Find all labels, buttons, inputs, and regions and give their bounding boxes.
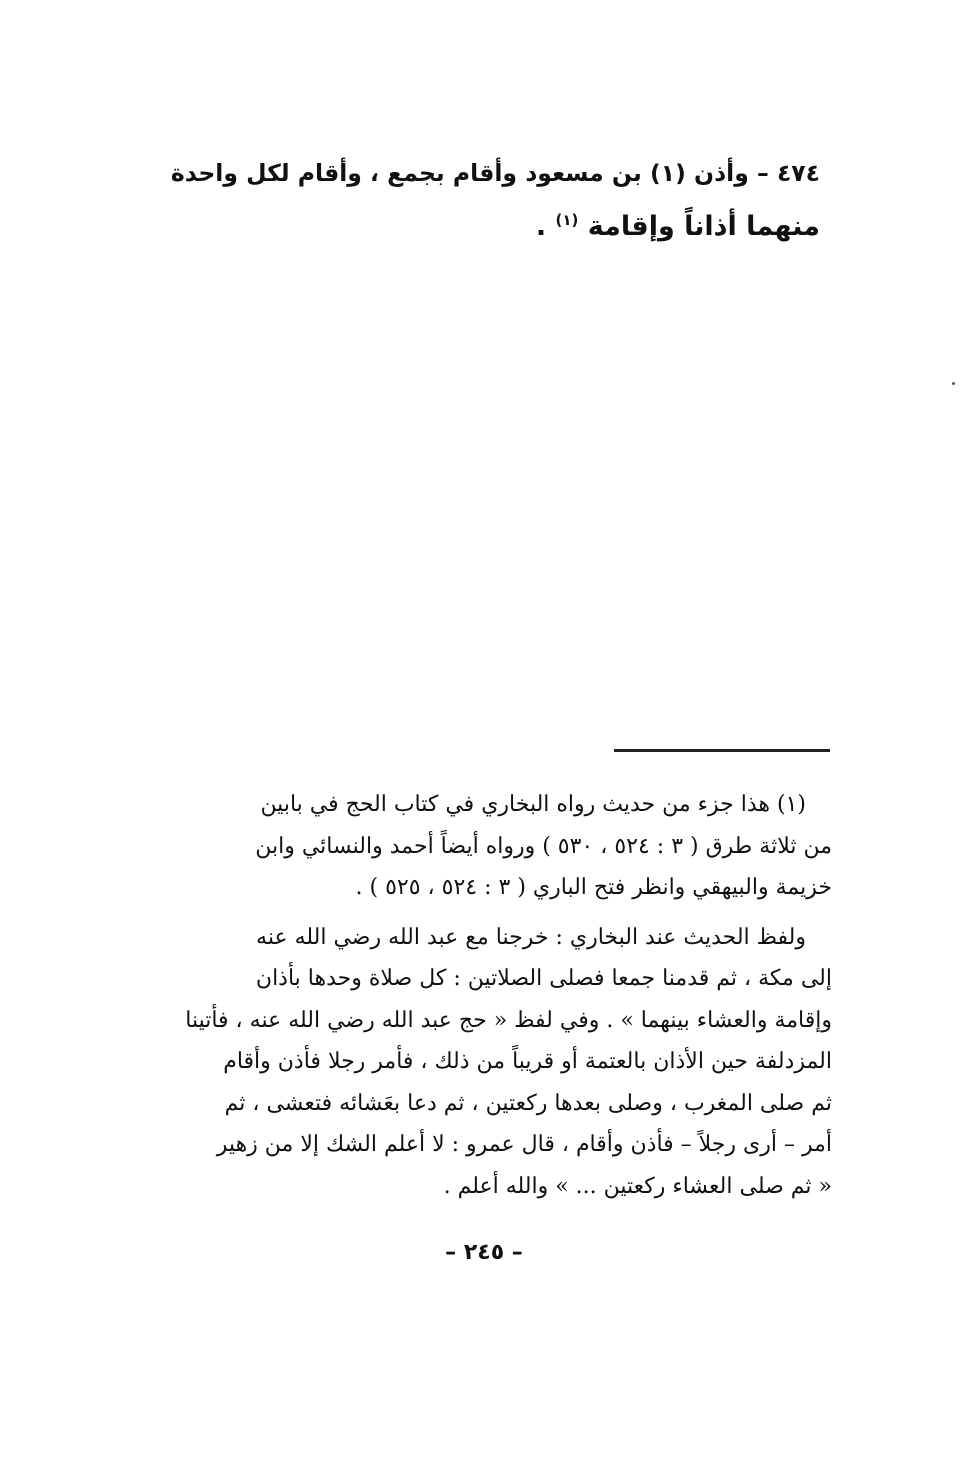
footnote-1-line: خزيمة والبيهقي وانظر فتح الباري ( ٣ : ٥٢٤ ، ٥٢٥ ) . bbox=[355, 875, 832, 900]
footnote-marker: (١) bbox=[555, 211, 579, 229]
footnote-separator bbox=[614, 749, 830, 752]
footnote-2-line: إلى مكة ، ثم قدمنا جمعا فصلى الصلاتين : كل صلاة وحدها بأذان bbox=[255, 966, 832, 991]
scan-speck bbox=[952, 382, 955, 385]
footnote-2-line: ولفظ الحديث عند البخاري : خرجنا مع عبد الله رضي الله عنه bbox=[256, 924, 806, 950]
footnote-2-line: أمر – أرى رجلاً – فأذن وأقام ، قال عمرو : لا أعلم الشك إلا من زهير bbox=[216, 1132, 832, 1157]
footnote-2-line: وإقامة والعشاء بينهما » . وفي لفظ « حج عبد الله رضي الله عنه ، فأتينا bbox=[185, 1007, 832, 1033]
footnote-1 bbox=[162, 784, 832, 909]
footnotes bbox=[162, 784, 832, 1207]
footnote-2-line: المزدلفة حين الأذان بالعتمة أو قريباً من ذلك ، فأمر رجلا فأذن وأقام bbox=[223, 1049, 832, 1074]
hadith-line-2-end: . bbox=[535, 211, 556, 242]
footnote-1-line: (١) هذا جزء من حديث رواه البخاري في كتاب الحج في بابين bbox=[260, 792, 806, 817]
footnote-2-line: ثم صلى المغرب ، وصلى بعدها ركعتين ، ثم دعا بعَشائه فتعشى ، ثم bbox=[224, 1090, 832, 1116]
hadith-line-1: ٤٧٤ – وأذن (١) بن مسعود وأقام بجمع ، وأقام لكل واحدة bbox=[170, 159, 820, 187]
footnote-1-continuation bbox=[162, 917, 832, 1208]
footnote-1-line: من ثلاثة طرق ( ٣ : ٥٢٤ ، ٥٣٠ ) ورواه أيضاً أحمد والنسائي وابن bbox=[255, 833, 832, 859]
hadith-text bbox=[160, 146, 820, 254]
footnote-2-line: « ثم صلى العشاء ركعتين ... » والله أعلم . bbox=[443, 1173, 832, 1199]
hadith-line-2 bbox=[160, 200, 820, 254]
page-number: – ٢٤٥ – bbox=[445, 1240, 523, 1265]
hadith-line-2-text: منهما أذاناً وإقامة bbox=[587, 211, 820, 242]
paragraph-gap bbox=[162, 909, 832, 917]
